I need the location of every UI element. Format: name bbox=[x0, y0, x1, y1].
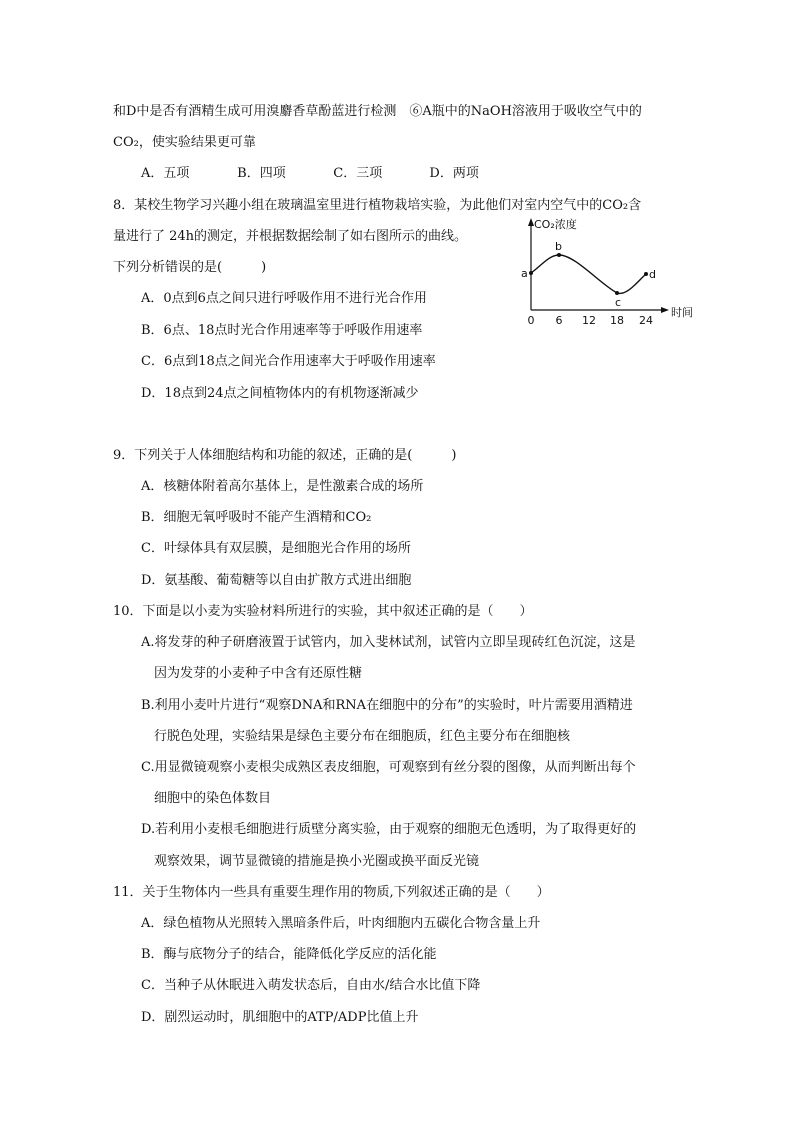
point-d-label: d bbox=[649, 268, 656, 281]
q9-stem: 9．下列关于人体细胞结构和功能的叙述，正确的是( ) bbox=[113, 448, 457, 463]
q8-option-a: A．0点到6点之间只进行呼吸作用不进行光合作用 bbox=[141, 291, 427, 306]
q9-option-b: B．细胞无氧呼吸时不能产生酒精和CO₂ bbox=[141, 510, 372, 525]
q11-stem: 11．关于生物体内一些具有重要生理作用的物质,下列叙述正确的是（ ） bbox=[113, 885, 550, 900]
q11-option-c: C．当种子从休眠进入萌发状态后，自由水/结合水比值下降 bbox=[141, 978, 481, 993]
q10-option-c-line1: C.用显微镜观察小麦根尖成熟区表皮细胞，可观察到有丝分裂的图像，从而判断出每个 bbox=[141, 760, 636, 775]
point-a-label: a bbox=[521, 267, 528, 280]
q7-continuation-line1: 和D中是否有酒精生成可用溴麝香草酚蓝进行检测 ⑥A瓶中的NaOH溶液用于吸收空气中的 bbox=[113, 104, 642, 119]
q10-option-c-line2: 细胞中的染色体数目 bbox=[154, 791, 272, 806]
q9-option-a: A．核糖体附着高尔基体上，是性激素合成的场所 bbox=[141, 479, 424, 494]
q8-stem-line2: 量进行了 24h的测定，并根据数据绘制了如右图所示的曲线。 bbox=[113, 229, 468, 244]
q10-option-a-line1: A.将发芽的种子研磨液置于试管内，加入斐林试剂，试管内立即呈现砖红色沉淀，这是 bbox=[141, 635, 636, 650]
point-d-marker bbox=[644, 272, 648, 276]
q10-option-d-line1: D.若利用小麦根毛细胞进行质壁分离实验，由于观察的细胞无色透明，为了取得更好的 bbox=[141, 822, 637, 837]
q8-stem-line3: 下列分析错误的是( ) bbox=[113, 260, 267, 275]
q11-option-b: B．酶与底物分子的结合，能降低化学反应的活化能 bbox=[141, 947, 437, 962]
y-axis-label: CO₂浓度 bbox=[534, 218, 577, 231]
q8-option-b: B．6点、18点时光合作用速率等于呼吸作用速率 bbox=[141, 323, 423, 338]
q7-option-a: A．五项 bbox=[141, 166, 190, 181]
q7-option-b: B．四项 bbox=[237, 166, 286, 181]
point-a-marker bbox=[529, 271, 533, 275]
tick-label-24: 24 bbox=[639, 314, 653, 327]
point-c-label: c bbox=[615, 296, 622, 309]
q7-option-c: C．三项 bbox=[333, 166, 383, 181]
q10-option-a-line2: 因为发芽的小麦种子中含有还原性糖 bbox=[154, 666, 363, 681]
q10-stem: 10．下面是以小麦为实验材料所进行的实验，其中叙述正确的是（ ） bbox=[113, 604, 533, 619]
q7-continuation-line2: CO₂，使实验结果更可靠 bbox=[113, 135, 256, 150]
q11-option-a: A．绿色植物从光照转入黑暗条件后，叶肉细胞内五碳化合物含量上升 bbox=[141, 916, 541, 931]
tick-label-12: 12 bbox=[582, 314, 596, 327]
q10-option-b-line1: B.利用小麦叶片进行“观察DNA和RNA在细胞中的分布”的实验时，叶片需要用酒精进 bbox=[141, 698, 633, 713]
point-b-label: b bbox=[555, 240, 562, 253]
q8-stem-line1: 8．某校生物学习兴趣小组在玻璃温室里进行植物栽培实验，为此他们对室内空气中的CO₂含 bbox=[113, 198, 642, 213]
q8-option-c: C．6点到18点之间光合作用速率大于呼吸作用速率 bbox=[141, 354, 436, 369]
tick-label-0: 0 bbox=[527, 314, 535, 327]
q7-options bbox=[141, 165, 521, 183]
q10-option-b-line2: 行脱色处理，实验结果是绿色主要分布在细胞质，红色主要分布在细胞核 bbox=[154, 729, 571, 744]
q9-option-c: C．叶绿体具有双层膜，是细胞光合作用的场所 bbox=[141, 541, 411, 556]
tick-label-18: 18 bbox=[610, 314, 624, 327]
point-c-marker bbox=[615, 291, 619, 295]
q9-option-d: D．氨基酸、葡萄糖等以自由扩散方式进出细胞 bbox=[141, 573, 412, 588]
q11-option-d: D．剧烈运动时，肌细胞中的ATP/ADP比值上升 bbox=[141, 1010, 419, 1025]
x-axis-arrow bbox=[661, 307, 669, 313]
x-axis-label: 时间 bbox=[671, 306, 693, 319]
q8-option-d: D．18点到24点之间植物体内的有机物逐渐减少 bbox=[141, 386, 419, 401]
co2-graph bbox=[515, 212, 705, 330]
q10-option-d-line2: 观察效果，调节显微镜的措施是换小光圈或换平面反光镜 bbox=[154, 854, 480, 869]
q7-option-d: D．两项 bbox=[429, 166, 479, 181]
tick-label-6: 6 bbox=[555, 314, 563, 327]
co2-curve bbox=[531, 255, 646, 293]
point-b-marker bbox=[557, 253, 561, 257]
